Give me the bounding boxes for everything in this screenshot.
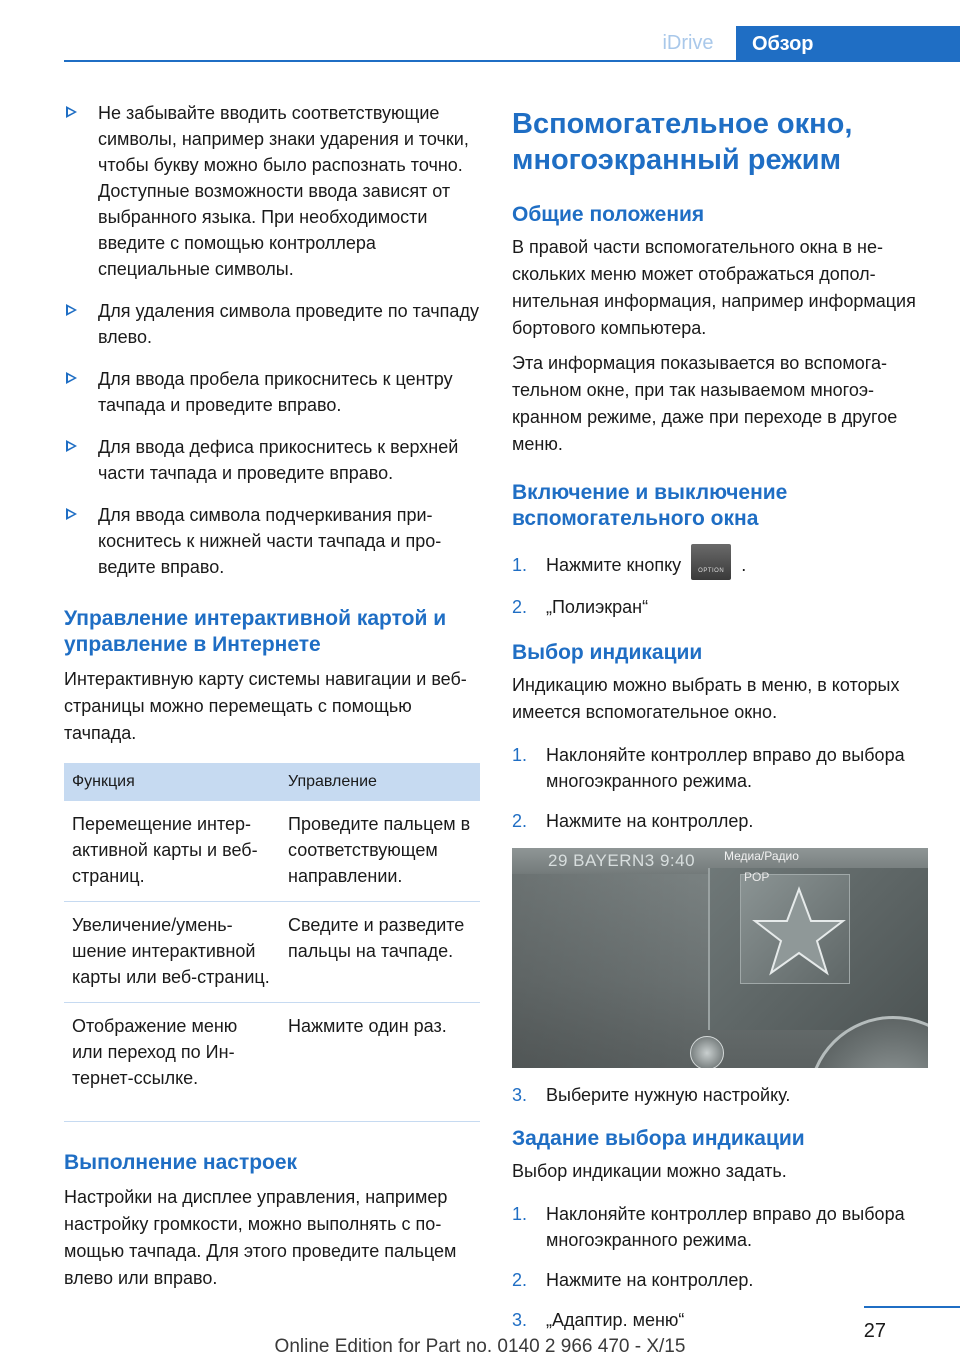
list-item (512, 594, 928, 620)
select-steps (512, 742, 928, 834)
step-text-end: . (741, 555, 747, 575)
map-heading: Управление интерактивной картой и управление в Интернете (64, 607, 447, 656)
step-number: 1. (512, 745, 528, 766)
triangle-bullet-icon (66, 372, 77, 384)
bullet-text: Для ввода дефиса прикоснитесь к верхней части тачпада и проведите вправо. (98, 437, 459, 483)
table-header-control: Управление (280, 763, 480, 801)
general-paragraph-1: В правой части вспомогательного окна в нескольких меню может отображаться дополнительная информация, например информация бортового компьютера. (512, 237, 916, 338)
table-cell: Перемещение интерактивной карты и веб-страниц. (64, 801, 280, 902)
header-section-label: iDrive (662, 31, 714, 54)
bullet-item (64, 434, 480, 486)
side-window-title: Медиа/Радио (724, 849, 799, 864)
page-number: 27 (863, 1320, 886, 1342)
bullet-text: Для ввода символа подчеркивания прикоснитесь к нижней части тачпада и проведите вправо. (98, 505, 442, 577)
header-tab: Обзор (736, 26, 960, 62)
section-title: Вспомогательное окно, многоэкранный режим (512, 108, 853, 176)
general-heading: Общие положения (512, 203, 705, 226)
bullet-list (64, 100, 480, 580)
bullet-item (64, 100, 480, 282)
set-text: Выбор индикации можно задать. (512, 1161, 787, 1182)
step-text: Выберите нужную настройку. (546, 1085, 791, 1106)
set-heading: Задание выбора индикации (512, 1127, 805, 1151)
table-cell: Проведите пальцем в соответствующем направлении. (280, 801, 480, 902)
option-button-icon (691, 544, 731, 580)
general-paragraph-2: Эта информация показывается во вспомогательном окне, при так называемом многоэкранном режиме, даже при переходе в другое меню. (512, 353, 898, 454)
select-text: Индикацию можно выбрать в меню, в которых имеется вспомогательное окно. (512, 675, 900, 723)
step-number: 1. (512, 1204, 528, 1225)
star-icon (741, 875, 851, 985)
right-column (512, 106, 928, 1347)
step-number: 3. (512, 1310, 528, 1331)
step-text: „Полиэкран“ (546, 597, 649, 618)
bullet-text: Не забывайте вводить соответствующие символы, например знаки ударения и точки, чтобы букву можно было распознать точно. Доступные возможности ввода зависят от выбранного языка. При необходимости введите с помощью контроллера специальные символы. (98, 103, 469, 279)
control-table (64, 763, 480, 1122)
settings-heading: Выполнение настроек (64, 1151, 298, 1174)
triangle-bullet-icon (66, 106, 77, 118)
step-text: Наклоняйте контроллер вправо до выбора многоэкранного режима. (546, 745, 905, 792)
table-cell: Нажмите один раз. (280, 1003, 480, 1122)
list-item (512, 808, 928, 834)
bullet-text: Для удаления символа проведите по тачпаду влево. (98, 301, 479, 347)
footer-rule (864, 1306, 960, 1308)
left-column (64, 100, 480, 1292)
select-heading: Выбор индикации (512, 641, 703, 665)
step-number: 2. (512, 1270, 528, 1291)
edition-footer: Online Edition for Part no. 0140 2 966 470 - X/15 (274, 1336, 686, 1357)
toggle-steps (512, 552, 928, 620)
bullet-item (64, 366, 480, 418)
table-header-row (64, 763, 480, 801)
display-shade (512, 874, 708, 1068)
step-number: 3. (512, 1085, 528, 1106)
option-button-label: OPTION (698, 568, 725, 575)
genre-label: POP (744, 870, 770, 885)
step-number: 2. (512, 597, 528, 618)
triangle-bullet-icon (66, 304, 77, 316)
bullet-text: Для ввода пробела прикоснитесь к центру тачпада и проведите вправо. (98, 369, 453, 415)
step-text: Наклоняйте контроллер вправо до выбора многоэкранного режима. (546, 1204, 905, 1251)
knob-icon (690, 1036, 724, 1068)
step-text: „Адаптир. меню“ (546, 1310, 685, 1331)
table-cell: Увеличение/уменьшение интерактивной карты или веб-страниц. (64, 902, 280, 1003)
list-item (512, 1201, 928, 1253)
step-number: 2. (512, 811, 528, 832)
table-row (64, 1003, 480, 1122)
set-steps (512, 1201, 928, 1333)
list-item (512, 1267, 928, 1293)
list-item (512, 552, 928, 580)
select-steps-continued (512, 1082, 928, 1108)
triangle-bullet-icon (66, 440, 77, 452)
table-row (64, 801, 480, 902)
triangle-bullet-icon (66, 508, 77, 520)
map-text: Интерактивную карту системы навигации и веб-страницы можно перемещать с помощью тачпада. (64, 669, 467, 743)
album-art (740, 874, 850, 984)
step-number: 1. (512, 555, 528, 575)
multiscreen-display-image (512, 848, 928, 1068)
settings-text: Настройки на дисплее управления, например настройку громкости, можно выполнять с помощью тачпада. Для этого проведите пальцем влево или вправо. (64, 1187, 457, 1288)
bullet-item (64, 502, 480, 580)
step-text: Нажмите на контроллер. (546, 1270, 754, 1291)
step-text: Нажмите кнопку (546, 555, 682, 575)
table-row (64, 902, 480, 1003)
bullet-item (64, 298, 480, 350)
step-text: Нажмите на контроллер. (546, 811, 754, 832)
toggle-heading: Включение и выключение вспомогательного окна (512, 481, 788, 530)
list-item (512, 742, 928, 794)
table-cell: Отображение меню или переход по Интернет-ссылке. (64, 1003, 280, 1122)
header-rule (64, 60, 960, 62)
table-header-function: Функция (64, 763, 280, 801)
list-item (512, 1082, 928, 1108)
radio-station-label: 29 BAYERN3 9:40 (548, 851, 696, 871)
table-cell: Сведите и разведите пальцы на тачпаде. (280, 902, 480, 1003)
